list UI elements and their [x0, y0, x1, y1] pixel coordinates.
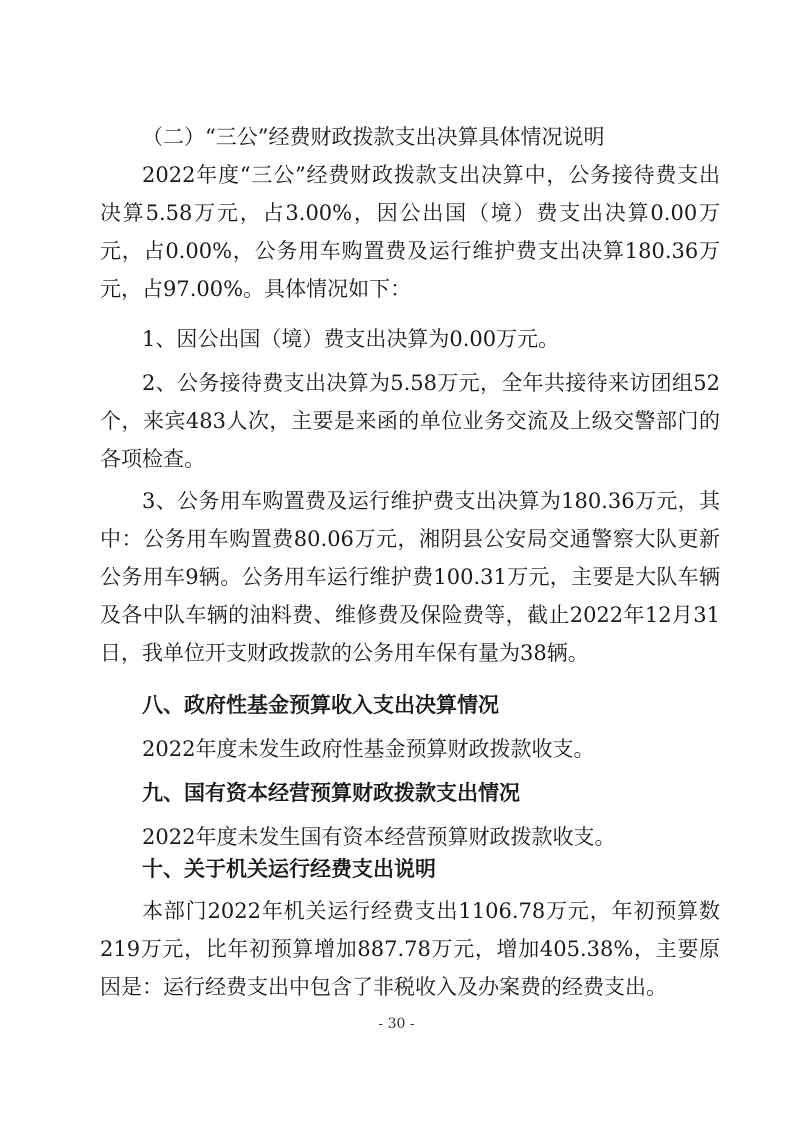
section-8-heading: 八、政府性基金预算收入支出决算情况 — [142, 693, 499, 717]
item-1-paragraph: 1、因公出国（境）费支出决算为0.00万元。 — [142, 327, 560, 351]
section-9-text: 2022年度未发生国有资本经营预算财政拨款收支。 — [142, 825, 616, 849]
item-2-paragraph: 2、公务接待费支出决算为5.58万元，全年共接待来访团组52个，来宾483人次，主要是来函的单位业务交流及上级交警部门的各项检查。 — [100, 371, 720, 471]
section-8-text: 2022年度未发生政府性基金预算财政拨款收支。 — [142, 737, 595, 761]
section-9-heading: 九、国有资本经营预算财政拨款支出情况 — [142, 781, 520, 805]
item-3-paragraph: 3、公务用车购置费及运行维护费支出决算为180.36万元，其中：公务用车购置费80.06万元，湘阴县公安局交通警察大队更新公务用车9辆。公务用车运行维护费100.31万元，主要是大队车辆及各中队车辆的油料费、维修费及保险费等，截止2022年12月31日，我单位开支财政拨款的公务用车保有量为38辆。 — [100, 489, 720, 665]
summary-paragraph: 2022年度“三公”经费财政拨款支出决算中，公务接待费支出决算5.58万元，占3.00%，因公出国（境）费支出决算0.00万元，占0.00%，公务用车购置费及运行维护费支出决算180.36万元，占97.00%。具体情况如下： — [100, 163, 720, 301]
section-10-heading: 十、关于机关运行经费支出说明 — [142, 857, 436, 881]
subsection-heading: （二）“三公”经费财政拨款支出决算具体情况说明 — [142, 125, 605, 149]
page-number: - 30 - — [378, 1016, 415, 1032]
section-10-text: 本部门2022年机关运行经费支出1106.78万元，年初预算数219万元，比年初预算增加887.78万元，增加405.38%，主要原因是：运行经费支出中包含了非税收入及办案费的经费支出。 — [100, 899, 720, 999]
